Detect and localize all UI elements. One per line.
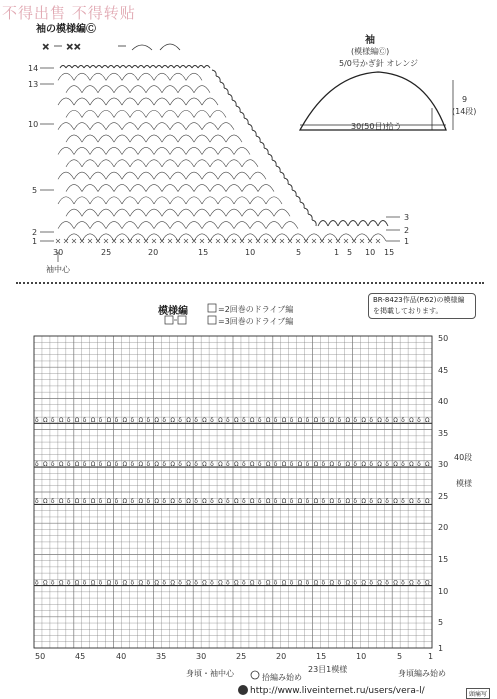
svg-text:Ω: Ω (393, 460, 398, 468)
svg-text:Ω: Ω (106, 498, 112, 506)
svg-text:δ: δ (82, 579, 87, 587)
svg-text:δ: δ (369, 460, 373, 468)
svg-text:Ω: Ω (186, 460, 191, 468)
svg-text:δ: δ (194, 579, 198, 587)
svg-text:δ: δ (257, 460, 262, 468)
svg-text:δ: δ (178, 460, 182, 468)
brow-35: 35 (438, 429, 449, 438)
row-label-10: 10 (28, 120, 39, 129)
svg-text:δ: δ (353, 460, 358, 468)
svg-text:Ω: Ω (281, 460, 287, 468)
svg-text:Ω: Ω (58, 498, 64, 506)
svg-text:Ω: Ω (234, 498, 239, 506)
svg-text:δ: δ (401, 460, 405, 468)
svg-text:δ: δ (146, 579, 151, 587)
svg-text:Ω: Ω (377, 498, 382, 506)
sleeve-width-label: 30(50目)拾う (351, 122, 402, 131)
svg-text:δ: δ (305, 579, 310, 587)
svg-text:δ: δ (369, 498, 373, 506)
svg-text:Ω: Ω (122, 460, 128, 468)
svg-text:Ω: Ω (138, 417, 144, 425)
svg-text:δ: δ (98, 460, 103, 468)
bcol-25: 25 (236, 652, 247, 661)
svg-text:Ω: Ω (265, 579, 271, 587)
svg-text:δ: δ (98, 579, 103, 587)
svg-text:δ: δ (289, 417, 294, 425)
svg-text:δ: δ (417, 417, 421, 425)
svg-text:δ: δ (162, 579, 167, 587)
svg-text:δ: δ (226, 460, 230, 468)
bottom-chart-title: 模様編 (158, 306, 188, 317)
svg-text:Ω: Ω (218, 460, 223, 468)
row-label-1: 1 (32, 237, 38, 246)
sleeve-title: 袖 (365, 35, 375, 46)
svg-text:δ: δ (82, 498, 87, 506)
svg-text:δ: δ (98, 498, 103, 506)
svg-text:Ω: Ω (345, 417, 351, 425)
brow-5: 5 (438, 618, 444, 627)
svg-text:Ω: Ω (122, 579, 128, 587)
svg-text:Ω: Ω (313, 460, 319, 468)
svg-text:δ: δ (66, 417, 71, 425)
svg-text:Ω: Ω (186, 498, 191, 506)
label-body-sleeve-center: 身頃・袖中心 (186, 669, 234, 678)
svg-text:Ω: Ω (409, 460, 414, 468)
svg-text:δ: δ (401, 579, 405, 587)
svg-text:δ: δ (337, 460, 342, 468)
svg-text:Ω: Ω (281, 498, 287, 506)
svg-text:Ω: Ω (329, 417, 335, 425)
svg-text:δ: δ (353, 417, 358, 425)
svg-text:δ: δ (241, 460, 246, 468)
bcol-30: 30 (196, 652, 207, 661)
svg-text:Ω: Ω (297, 460, 303, 468)
svg-text:Ω: Ω (202, 417, 207, 425)
sleeve-height-label: 9 (462, 95, 468, 104)
svg-text:Ω: Ω (297, 417, 303, 425)
svg-text:δ: δ (114, 460, 119, 468)
svg-text:δ: δ (66, 579, 71, 587)
svg-text:Ω: Ω (58, 579, 64, 587)
svg-text:Ω: Ω (361, 460, 366, 468)
svg-text:Ω: Ω (154, 417, 159, 425)
svg-text:Ω: Ω (74, 417, 80, 425)
svg-text:Ω: Ω (202, 579, 207, 587)
svg-text:Ω: Ω (170, 498, 175, 506)
svg-text:δ: δ (289, 579, 294, 587)
svg-text:δ: δ (417, 460, 421, 468)
svg-text:δ: δ (337, 579, 342, 587)
svg-text:δ: δ (305, 498, 310, 506)
svg-text:δ: δ (178, 579, 182, 587)
label-repeat: 23目1模様 (308, 665, 348, 674)
side-label-rows: 40段 (454, 453, 473, 462)
svg-text:δ: δ (321, 579, 326, 587)
svg-text:δ: δ (417, 498, 421, 506)
bcol-45: 45 (75, 652, 86, 661)
svg-text:Ω: Ω (377, 460, 382, 468)
svg-text:δ: δ (385, 460, 389, 468)
col-label-r15: 15 (384, 248, 395, 257)
svg-text:δ: δ (210, 417, 214, 425)
svg-text:Ω: Ω (218, 498, 223, 506)
svg-text:✕: ✕ (42, 43, 50, 53)
svg-text:δ: δ (257, 417, 262, 425)
row-label-2: 2 (32, 228, 38, 237)
svg-text:Ω: Ω (361, 498, 366, 506)
svg-text:Ω: Ω (138, 579, 144, 587)
svg-text:Ω: Ω (154, 460, 159, 468)
svg-text:δ: δ (321, 417, 326, 425)
row-label-13: 13 (28, 80, 39, 89)
svg-text:δ: δ (385, 417, 389, 425)
svg-text:δ: δ (114, 417, 119, 425)
svg-text:δ: δ (130, 579, 135, 587)
svg-text:Ω: Ω (409, 579, 414, 587)
svg-text:Ω: Ω (425, 498, 430, 506)
svg-text:δ: δ (273, 460, 278, 468)
svg-text:δ: δ (241, 498, 246, 506)
svg-text:Ω: Ω (329, 579, 335, 587)
svg-text:Ω: Ω (377, 417, 382, 425)
svg-text:δ: δ (114, 579, 119, 587)
svg-text:Ω: Ω (186, 579, 191, 587)
svg-text:δ: δ (273, 579, 278, 587)
svg-text:Ω: Ω (361, 579, 366, 587)
svg-text:δ: δ (130, 417, 135, 425)
svg-text:δ: δ (369, 417, 373, 425)
svg-text:δ: δ (210, 579, 214, 587)
svg-text:δ: δ (241, 417, 246, 425)
svg-text:Ω: Ω (42, 498, 48, 506)
right-row-label-1: 1 (404, 237, 410, 246)
svg-text:δ: δ (369, 579, 373, 587)
svg-text:δ: δ (273, 498, 278, 506)
footer-url[interactable]: http://www.liveinternet.ru/users/vera-l/ (250, 686, 425, 696)
col-label-r10: 10 (365, 248, 376, 257)
svg-text:Ω: Ω (329, 460, 335, 468)
svg-text:δ: δ (305, 460, 310, 468)
svg-text:Ω: Ω (202, 498, 207, 506)
svg-text:Ω: Ω (202, 460, 207, 468)
svg-text:Ω: Ω (90, 498, 96, 506)
svg-text:δ: δ (162, 460, 167, 468)
svg-text:Ω: Ω (393, 417, 398, 425)
svg-text:δ: δ (289, 460, 294, 468)
svg-text:δ: δ (353, 498, 358, 506)
svg-text:Ω: Ω (265, 460, 271, 468)
svg-text:Ω: Ω (170, 417, 175, 425)
svg-text:✕✕: ✕✕ (66, 43, 82, 53)
svg-text:δ: δ (210, 498, 214, 506)
svg-text:Ω: Ω (345, 460, 351, 468)
svg-text:δ: δ (385, 498, 389, 506)
svg-text:δ: δ (337, 498, 342, 506)
svg-text:δ: δ (305, 417, 310, 425)
col-label-5: 5 (296, 248, 302, 257)
svg-text:δ: δ (130, 460, 135, 468)
brow-40: 40 (438, 397, 449, 406)
svg-text:Ω: Ω (138, 498, 144, 506)
svg-text:Ω: Ω (249, 579, 255, 587)
svg-text:δ: δ (35, 417, 39, 425)
svg-text:Ω: Ω (297, 498, 303, 506)
svg-text:δ: δ (194, 498, 198, 506)
col-label-30: 30 (53, 248, 64, 257)
bcol-50: 50 (35, 652, 46, 661)
svg-text:Ω: Ω (345, 579, 351, 587)
svg-text:Ω: Ω (218, 417, 223, 425)
svg-text:δ: δ (401, 417, 405, 425)
svg-text:Ω: Ω (58, 417, 64, 425)
svg-text:Ω: Ω (90, 579, 96, 587)
svg-text:δ: δ (50, 498, 55, 506)
svg-text:Ω: Ω (249, 417, 255, 425)
sleeve-center-label: 袖中心 (46, 265, 70, 274)
svg-text:Ω: Ω (122, 417, 128, 425)
svg-text:δ: δ (82, 460, 87, 468)
svg-text:δ: δ (401, 498, 405, 506)
svg-text:Ω: Ω (265, 417, 271, 425)
bcol-20: 20 (276, 652, 287, 661)
svg-text:δ: δ (194, 460, 198, 468)
svg-text:δ: δ (257, 579, 262, 587)
svg-text:Ω: Ω (281, 417, 287, 425)
brow-20: 20 (438, 523, 449, 532)
svg-text:Ω: Ω (249, 460, 255, 468)
svg-text:δ: δ (353, 579, 358, 587)
svg-text:δ: δ (35, 579, 39, 587)
svg-text:Ω: Ω (170, 460, 175, 468)
bcol-1: 1 (428, 652, 434, 661)
svg-text:δ: δ (146, 498, 151, 506)
svg-text:Ω: Ω (425, 460, 430, 468)
svg-text:Ω: Ω (122, 498, 128, 506)
legend-triple: =3回巻のドライブ編 (218, 317, 294, 326)
svg-text:Ω: Ω (138, 460, 144, 468)
svg-text:Ω: Ω (313, 579, 319, 587)
svg-text:δ: δ (289, 498, 294, 506)
svg-text:δ: δ (417, 579, 421, 587)
svg-text:Ω: Ω (74, 579, 80, 587)
sleeve-rows-label: (14段) (452, 107, 477, 116)
col-label-25: 25 (101, 248, 112, 257)
legend-double: =2回巻のドライブ編 (218, 305, 294, 314)
sleeve-schematic (300, 72, 446, 130)
svg-text:Ω: Ω (377, 579, 382, 587)
right-row-label-2: 2 (404, 226, 410, 235)
svg-text:Ω: Ω (74, 460, 80, 468)
svg-text:Ω: Ω (329, 498, 335, 506)
svg-text:δ: δ (273, 417, 278, 425)
svg-text:δ: δ (194, 417, 198, 425)
svg-text:δ: δ (337, 417, 342, 425)
svg-text:δ: δ (66, 460, 71, 468)
svg-text:Ω: Ω (218, 579, 223, 587)
col-label-10: 10 (245, 248, 256, 257)
bcol-10: 10 (356, 652, 367, 661)
svg-text:Ω: Ω (106, 579, 112, 587)
bcol-5: 5 (397, 652, 403, 661)
right-row-label-3: 3 (404, 213, 410, 222)
svg-text:δ: δ (98, 417, 103, 425)
svg-text:Ω: Ω (90, 460, 96, 468)
svg-text:δ: δ (321, 460, 326, 468)
note-box: BR-8423作品(P.62)の模様編を掲載しております。 (368, 293, 476, 319)
side-label-pattern: 模様 (456, 479, 472, 488)
svg-text:δ: δ (178, 498, 182, 506)
row-label-5: 5 (32, 186, 38, 195)
svg-text:δ: δ (257, 498, 262, 506)
svg-text:δ: δ (146, 417, 151, 425)
svg-text:δ: δ (35, 460, 39, 468)
svg-text:δ: δ (66, 498, 71, 506)
svg-text:Ω: Ω (58, 460, 64, 468)
watermark: 不得出售 不得转贴 (2, 4, 136, 22)
svg-text:Ω: Ω (393, 579, 398, 587)
svg-text:δ: δ (226, 579, 230, 587)
col-label-1: 1 (334, 248, 340, 257)
svg-text:Ω: Ω (409, 498, 414, 506)
svg-text:Ω: Ω (74, 498, 80, 506)
svg-text:Ω: Ω (409, 417, 414, 425)
svg-text:Ω: Ω (106, 460, 112, 468)
brow-1: 1 (438, 644, 444, 653)
brow-25: 25 (438, 492, 449, 501)
sleeve-pattern: (模様編Ⓒ) (351, 47, 390, 56)
svg-text:Ω: Ω (281, 579, 287, 587)
svg-text:Ω: Ω (265, 498, 271, 506)
svg-text:Ω: Ω (90, 417, 96, 425)
svg-text:δ: δ (321, 498, 326, 506)
svg-text:δ: δ (35, 498, 39, 506)
svg-text:Ω: Ω (425, 417, 430, 425)
svg-text:Ω: Ω (154, 579, 159, 587)
brow-45: 45 (438, 366, 449, 375)
row-label-14: 14 (28, 64, 39, 73)
svg-text:δ: δ (50, 417, 55, 425)
brow-10: 10 (438, 587, 449, 596)
svg-text:δ: δ (210, 460, 214, 468)
svg-text:δ: δ (226, 498, 230, 506)
svg-text:Ω: Ω (170, 579, 175, 587)
svg-text:δ: δ (146, 460, 151, 468)
svg-text:Ω: Ω (313, 417, 319, 425)
brow-30: 30 (438, 460, 449, 469)
svg-text:Ω: Ω (249, 498, 255, 506)
sleeve-needle: 5/0号かぎ針 オレンジ (339, 59, 419, 68)
svg-text:δ: δ (50, 579, 55, 587)
svg-text:Ω: Ω (297, 579, 303, 587)
top-chart-title: 袖の模様編Ⓒ (36, 24, 96, 35)
svg-text:Ω: Ω (106, 417, 112, 425)
svg-text:δ: δ (241, 579, 246, 587)
svg-text:δ: δ (226, 417, 230, 425)
col-label-15: 15 (198, 248, 209, 257)
svg-text:δ: δ (50, 460, 55, 468)
brow-50: 50 (438, 334, 449, 343)
svg-text:Ω: Ω (345, 498, 351, 506)
col-label-r5: 5 (347, 248, 353, 257)
label-pickup-start: 拾編み始め (262, 673, 302, 682)
svg-text:Ω: Ω (42, 579, 48, 587)
svg-text:Ω: Ω (42, 417, 48, 425)
svg-text:δ: δ (82, 417, 87, 425)
svg-text:Ω: Ω (313, 498, 319, 506)
svg-text:δ: δ (130, 498, 135, 506)
bcol-40: 40 (116, 652, 127, 661)
svg-text:Ω: Ω (186, 417, 191, 425)
svg-text:Ω: Ω (234, 460, 239, 468)
label-body-start: 身頃編み始め (398, 669, 446, 678)
svg-text:Ω: Ω (361, 417, 366, 425)
col-label-20: 20 (148, 248, 159, 257)
brow-15: 15 (438, 555, 449, 564)
svg-text:δ: δ (114, 498, 119, 506)
bcol-15: 15 (316, 652, 327, 661)
svg-text:δ: δ (385, 579, 389, 587)
svg-text:δ: δ (162, 498, 167, 506)
svg-text:δ: δ (178, 417, 182, 425)
bcol-35: 35 (156, 652, 167, 661)
svg-text:Ω: Ω (393, 498, 398, 506)
svg-text:Ω: Ω (154, 498, 159, 506)
svg-text:Ω: Ω (425, 579, 430, 587)
svg-text:δ: δ (162, 417, 167, 425)
svg-text:Ω: Ω (234, 579, 239, 587)
svg-text:Ω: Ω (42, 460, 48, 468)
svg-text:Ω: Ω (234, 417, 239, 425)
page-tag: 頭痛写 (466, 688, 490, 699)
